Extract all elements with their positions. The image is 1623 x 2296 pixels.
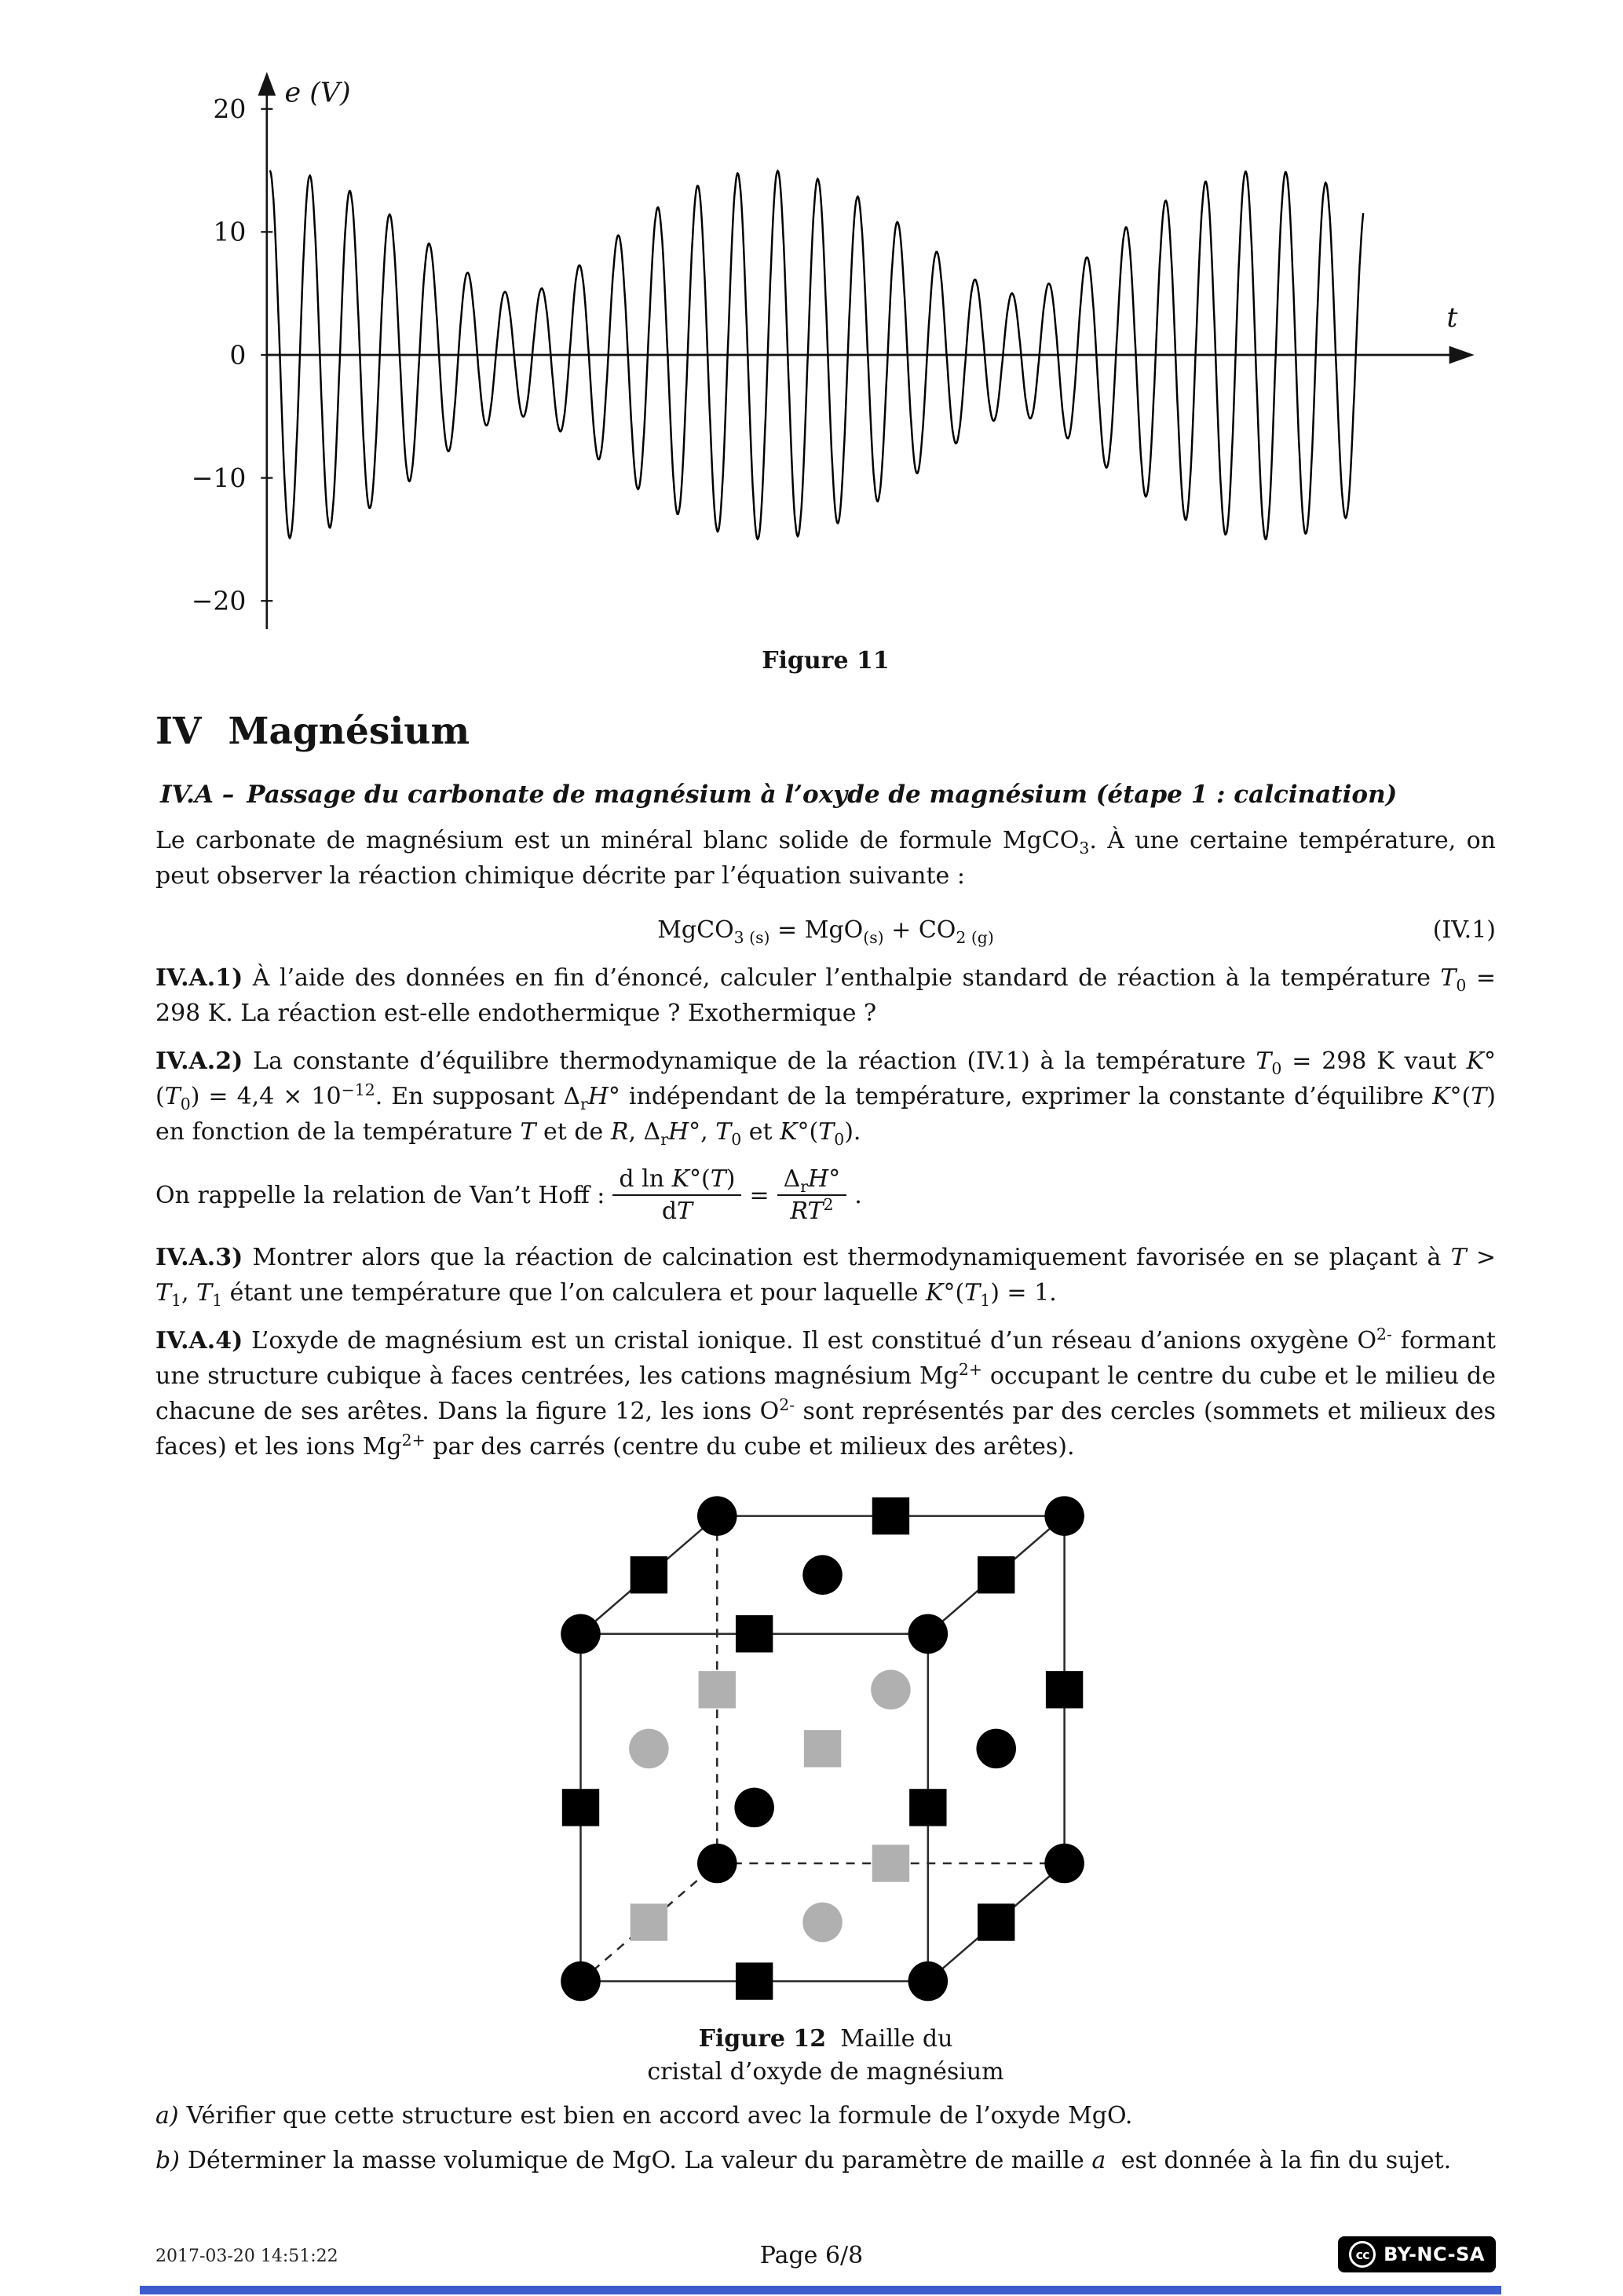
item-label: b) bbox=[155, 2146, 180, 2174]
item-text: Vérifier que cette structure est bien en accord avec la formule de l’oxyde MgO. bbox=[186, 2101, 1133, 2130]
figure-12-caption-line2: cristal d’oxyde de magnésium bbox=[647, 2057, 1004, 2086]
oxygen-ion-hidden bbox=[802, 1903, 843, 1943]
crystal-structure-figure bbox=[550, 1479, 1102, 2015]
section-title: Magnésium bbox=[228, 710, 470, 753]
equals-sign: = bbox=[749, 1181, 769, 1209]
oxygen-ion bbox=[908, 1614, 949, 1654]
oxygen-ion bbox=[1044, 1496, 1084, 1536]
oxygen-ion bbox=[561, 1961, 601, 2002]
license-label: BY-NC-SA bbox=[1384, 2243, 1485, 2265]
oxygen-ion bbox=[802, 1555, 843, 1595]
figure-12-label: Figure 12 bbox=[698, 2024, 827, 2053]
subsection-label: IV.A – bbox=[160, 781, 235, 810]
magnesium-ion-hidden bbox=[699, 1671, 736, 1708]
waveform-chart bbox=[133, 66, 1497, 644]
page-number: Page 6/8 bbox=[759, 2242, 864, 2269]
x-axis-arrow-icon bbox=[1449, 346, 1475, 364]
item-b bbox=[155, 2143, 1496, 2178]
figure-11-caption: Figure 11 bbox=[762, 647, 890, 675]
oxygen-ion bbox=[697, 1496, 737, 1536]
fraction-denominator: dT bbox=[612, 1194, 741, 1227]
item-a bbox=[155, 2098, 1496, 2133]
oxygen-ion bbox=[734, 1787, 774, 1827]
fraction-denominator: $RT^2$ bbox=[777, 1194, 847, 1227]
equation-body: MgCO$_{3 (s)}$ = $MgO_{(s)} + CO_{2 (g)}$ bbox=[657, 916, 994, 947]
vant-hoff-lhs-fraction bbox=[612, 1164, 741, 1227]
y-axis-label: e (V) bbox=[284, 77, 351, 109]
question-label: IV.A.2) bbox=[155, 1047, 243, 1075]
question-label: IV.A.4) bbox=[155, 1326, 243, 1355]
magnesium-ion bbox=[909, 1789, 946, 1826]
magnesium-ion bbox=[562, 1789, 599, 1826]
figure-12-caption-text: Maille du bbox=[840, 2024, 953, 2053]
subsection-title: Passage du carbonate de magnésium à l’oxyde de magnésium (étape 1 : calcination) bbox=[247, 781, 1398, 810]
cc-icon: cc bbox=[1349, 2241, 1376, 2268]
oxygen-ion bbox=[908, 1961, 949, 2002]
oxygen-ion-hidden bbox=[629, 1728, 669, 1768]
page-footer bbox=[0, 2233, 1623, 2272]
x-axis-label: t bbox=[1446, 302, 1458, 335]
intro-paragraph: Le carbonate de magnésium est un minéral blanc solide de formule MgCO$_3$. À une certaine température, on peut observer la réaction chimique décrite par l’équation suivante : bbox=[155, 826, 1496, 890]
bottom-blue-strip bbox=[140, 2286, 1501, 2294]
question-iv-a-1 bbox=[155, 960, 1496, 1031]
magnesium-ion bbox=[736, 1615, 773, 1652]
oxygen-ion bbox=[561, 1614, 601, 1654]
oxygen-ion bbox=[976, 1728, 1016, 1768]
question-iv-a-4 bbox=[155, 1323, 1496, 1464]
oxygen-ion bbox=[697, 1844, 737, 1884]
vant-hoff-relation bbox=[155, 1164, 1496, 1227]
y-axis-arrow-icon bbox=[258, 72, 276, 96]
question-label: IV.A.1) bbox=[155, 963, 243, 992]
fraction-numerator: $\Delta_rH^\circ$ bbox=[783, 1164, 841, 1196]
fraction-numerator: d ln K°(T) bbox=[619, 1164, 736, 1193]
page-content bbox=[0, 66, 1623, 2178]
question-text: L’oxyde de magnésium est un cristal ionique. Il est constitué d’un réseau d’anions oxygène $O^{2-}$ formant une structure cubique à faces centrées, les cations magnésium $Mg^{2+}$ occupant le centre du cube et le milieu de chacune de ses arêtes. Dans la figure 12, les ions $O^{2-}$ sont représentés par des cercles (sommets et milieux des faces) et les ions $Mg^{2+}$ par des carrés (centre du cube et milieux des arêtes). bbox=[155, 1324, 1497, 1461]
figure-12 bbox=[155, 1479, 1496, 2089]
section-heading bbox=[155, 711, 1496, 753]
magnesium-ion-hidden bbox=[872, 1844, 909, 1881]
equation-tag: (IV.1) bbox=[1432, 916, 1496, 944]
subsection-heading bbox=[160, 780, 1496, 810]
oxygen-ion-hidden bbox=[871, 1669, 911, 1709]
y-tick-label: 20 bbox=[213, 93, 247, 125]
oxygen-ion bbox=[1044, 1844, 1084, 1884]
vant-hoff-rhs-fraction bbox=[777, 1164, 847, 1227]
question-text: À l’aide des données en fin d’énoncé, calculer l’enthalpie standard de réaction à la température $T_0 = 298$ K. La réaction est-elle endothermique ? Exothermique ? bbox=[155, 963, 1496, 1027]
magnesium-ion bbox=[631, 1556, 667, 1593]
magnesium-ion bbox=[736, 1962, 773, 1999]
question-text: La constante d’équilibre thermodynamique de la réaction (IV.1) à la température $T_0 = 298$ K vaut $K^\circ(T_0) = 4,4 \times 10^{-12}$. En supposant $\Delta_rH^\circ$ indépendant de la température, exprimer la constante d’équilibre K°(T) en fonction de la température T et de R, $\Delta_rH^\circ$, $T_0$ et $K^\circ(T_0)$. bbox=[155, 1047, 1496, 1149]
vant-hoff-prefix: On rappelle la relation de Van’t Hoff : bbox=[155, 1181, 605, 1209]
figure-12-caption-line1 bbox=[155, 2023, 1496, 2056]
question-text: Montrer alors que la réaction de calcination est thermodynamiquement favorisée en se plaçant à $T > T_1$, $T_1$ étant une température que l’on calculera et pour laquelle $K^\circ(T_1) = 1$. bbox=[155, 1243, 1496, 1310]
question-iv-a-3 bbox=[155, 1240, 1496, 1311]
question-label: IV.A.3) bbox=[155, 1243, 243, 1271]
magnesium-ion bbox=[978, 1556, 1014, 1593]
item-label: a) bbox=[155, 2101, 179, 2130]
question-iv-a-2 bbox=[155, 1044, 1496, 1150]
y-tick-label: −20 bbox=[191, 585, 247, 616]
timestamp: 2017-03-20 14:51:22 bbox=[155, 2247, 338, 2266]
section-number: IV bbox=[155, 710, 202, 753]
y-tick-label: −10 bbox=[191, 462, 247, 493]
y-tick-labels bbox=[192, 93, 273, 616]
item-text: Déterminer la masse volumique de MgO. La valeur du paramètre de maille a est donnée à la fin du sujet. bbox=[187, 2146, 1452, 2174]
axes bbox=[192, 72, 1475, 629]
magnesium-ion-hidden bbox=[804, 1730, 841, 1767]
vant-hoff-suffix: . bbox=[854, 1181, 862, 1209]
license-badge bbox=[1338, 2236, 1496, 2272]
equation-iv1 bbox=[155, 912, 1496, 948]
figure-12-caption bbox=[155, 2023, 1496, 2089]
y-tick-label: 10 bbox=[213, 216, 247, 247]
magnesium-ion bbox=[1046, 1671, 1083, 1708]
figure-11 bbox=[155, 66, 1496, 675]
y-tick-label: 0 bbox=[229, 339, 247, 371]
magnesium-ion-hidden bbox=[631, 1903, 667, 1940]
magnesium-ion bbox=[978, 1903, 1014, 1940]
magnesium-ion bbox=[872, 1497, 909, 1534]
